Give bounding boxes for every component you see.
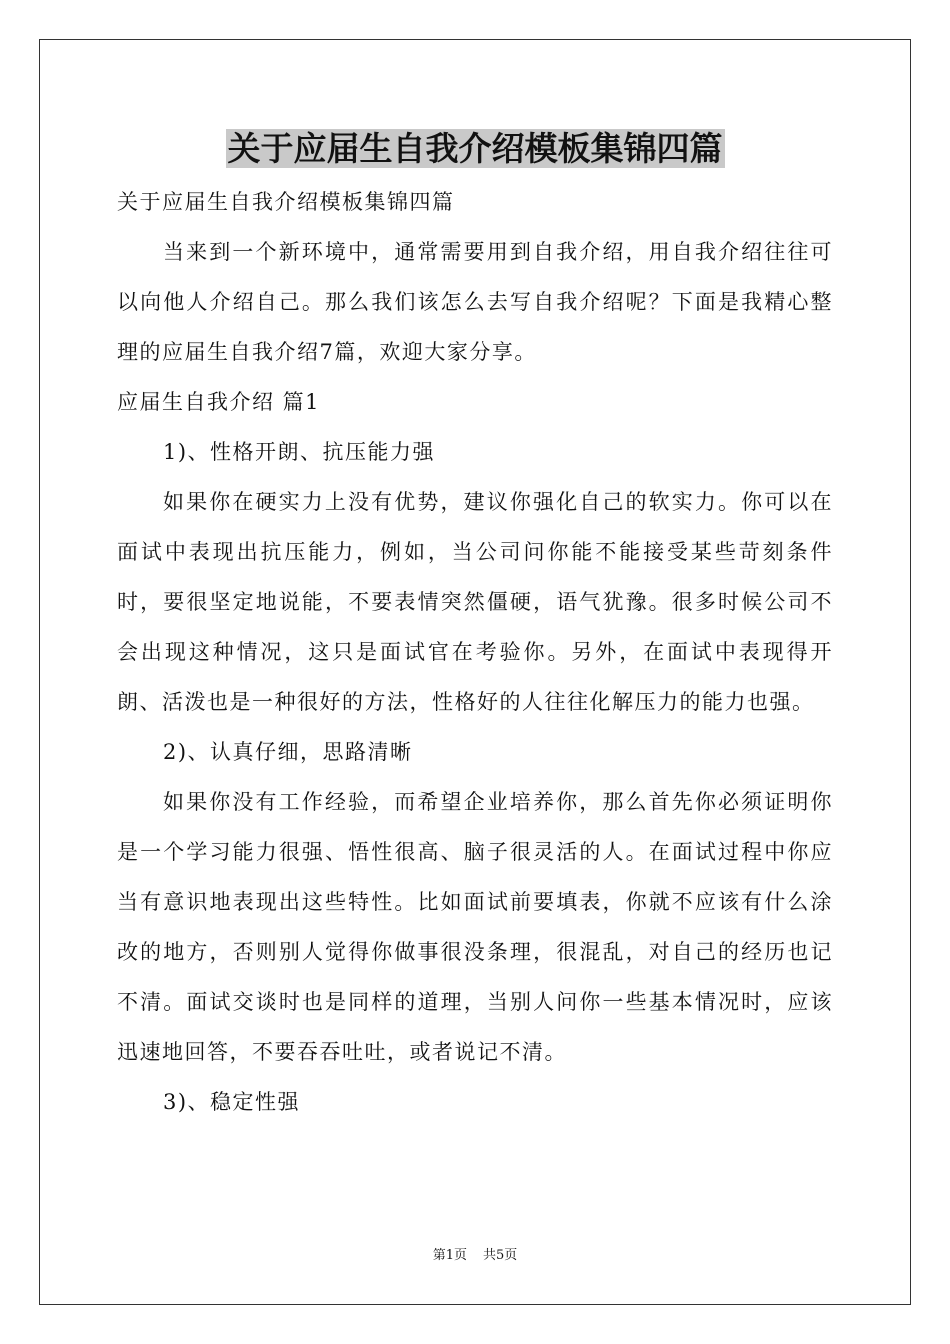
page-footer — [0, 1246, 950, 1266]
paragraph-0: 关于应届生自我介绍模板集锦四篇 — [117, 190, 455, 214]
document-body — [117, 177, 833, 1127]
paragraph-1: 当来到一个新环境中，通常需要用到自我介绍，用自我介绍往往可以向他人介绍自己。那么我们该怎么去写自我介绍呢？下面是我精心整理的应届生自我介绍7篇，欢迎大家分享。 — [117, 240, 833, 364]
document-title — [0, 126, 950, 172]
page-number: 第1页 — [432, 1248, 467, 1263]
document-title-text: 关于应届生自我介绍模板集锦四篇 — [227, 129, 723, 168]
paragraph-5: 2)、认真仔细，思路清晰 — [163, 740, 413, 764]
paragraph-4: 如果你在硬实力上没有优势，建议你强化自己的软实力。你可以在面试中表现出抗压能力，例如，当公司问你能不能接受某些苛刻条件时，要很坚定地说能，不要表情突然僵硬，语气犹豫。很多时候公司不会出现这种情况，这只是面试官在考验你。另外，在面试中表现得开朗、活泼也是一种很好的方法，性格好的人往往化解压力的能力也强。 — [117, 490, 833, 714]
paragraph-7: 3)、稳定性强 — [163, 1090, 301, 1114]
paragraph-2: 应届生自我介绍 篇1 — [117, 390, 321, 414]
paragraph-6: 如果你没有工作经验，而希望企业培养你，那么首先你必须证明你是一个学习能力很强、悟性很高、脑子很灵活的人。在面试过程中你应当有意识地表现出这些特性。比如面试前要填表，你就不应该有什么涂改的地方，否则别人觉得你做事很没条理，很混乱，对自己的经历也记不清。面试交谈时也是同样的道理，当别人问你一些基本情况时，应该迅速地回答，不要吞吞吐吐，或者说记不清。 — [117, 790, 833, 1064]
paragraph-3: 1)、性格开朗、抗压能力强 — [163, 440, 436, 464]
page-total: 共5页 — [483, 1248, 518, 1263]
